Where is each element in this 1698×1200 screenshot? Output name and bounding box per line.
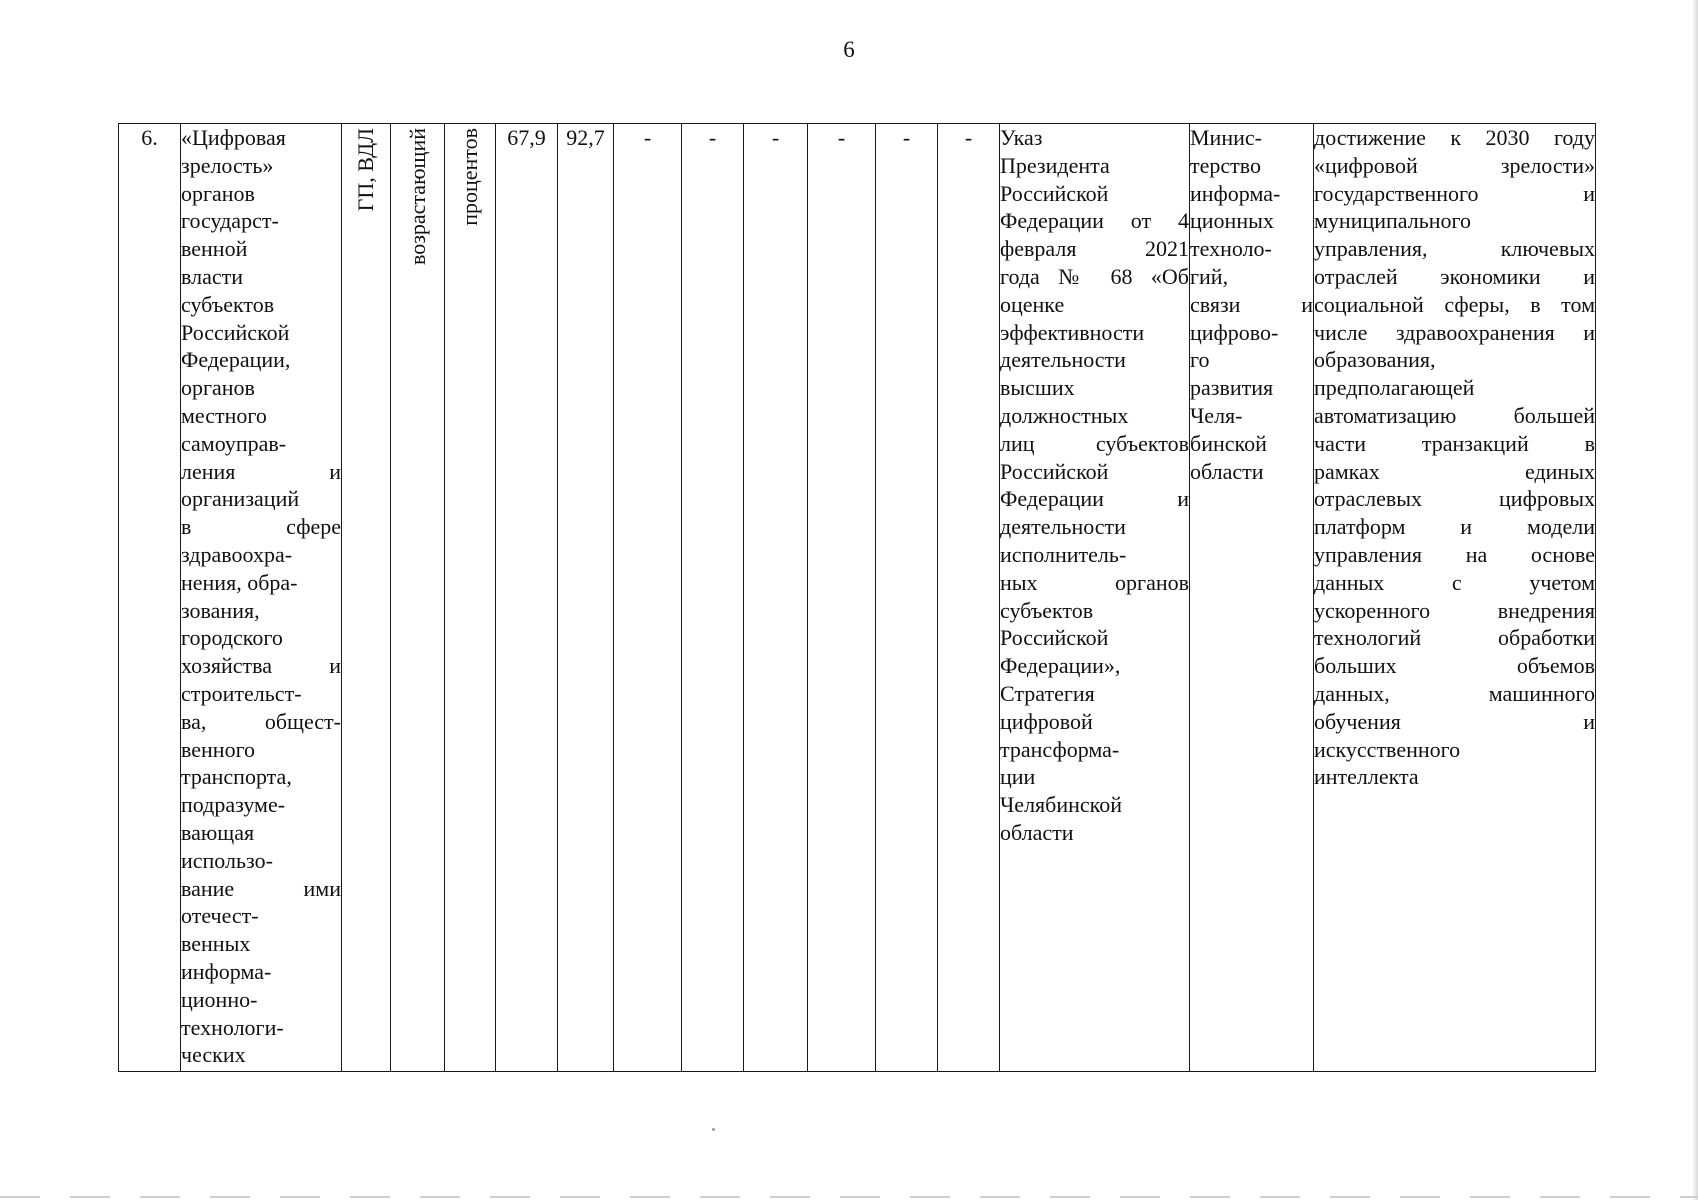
text-line: управления, ключевых — [1314, 236, 1595, 262]
text-line: исполнитель- — [1000, 541, 1127, 567]
text-line: транспорта, — [181, 764, 292, 790]
text-line: государст- — [181, 208, 279, 234]
text-line: Федерации, — [181, 347, 291, 373]
text-line: области — [1000, 819, 1074, 845]
text-line: Минис- — [1190, 125, 1262, 150]
text-line: развития — [1190, 375, 1274, 401]
text-line: цифрово- — [1190, 319, 1279, 345]
scan-edge — [1692, 0, 1698, 1200]
responsible-text — [1190, 124, 1313, 485]
text-line: венного — [181, 736, 256, 762]
base-value-cell — [496, 124, 558, 1072]
indicator-name-cell — [181, 124, 342, 1072]
text-line: ления и — [181, 458, 341, 484]
text-line: Российской — [1000, 458, 1109, 484]
text-line: Федерации от 4 — [1000, 208, 1189, 234]
base-value: 67,9 — [507, 125, 546, 150]
year-value-cell — [938, 124, 1000, 1072]
text-line: гий, — [1190, 263, 1229, 289]
text-line: информа- — [1190, 180, 1281, 206]
text-line: вающая — [181, 819, 255, 845]
text-line: подразуме- — [181, 792, 286, 818]
text-line: ва, общест- — [181, 708, 341, 734]
text-line: субъектов — [181, 291, 275, 317]
text-line: Российской — [1000, 625, 1109, 651]
text-line: использо- — [181, 847, 273, 873]
text-line: венной — [181, 236, 248, 262]
row-index: 6. — [141, 125, 158, 150]
text-line: Российской — [181, 319, 290, 345]
text-line: искусственного — [1314, 736, 1461, 762]
text-line: эффективности — [1000, 319, 1145, 345]
level-text: ГП, ВДЛ — [353, 128, 378, 212]
scan-artifact — [0, 1196, 1698, 1198]
text-line: местного — [181, 402, 267, 428]
text-line: зования, — [181, 597, 260, 623]
text-line: деятельности — [1000, 514, 1126, 540]
text-line: ционно- — [181, 986, 258, 1012]
text-line: автоматизацию большей — [1314, 402, 1595, 428]
year-value: - — [837, 125, 846, 150]
text-line: организаций — [181, 486, 300, 512]
document-text — [1000, 124, 1189, 847]
text-line: достижение к 2030 году — [1314, 125, 1595, 150]
direction-cell — [391, 124, 445, 1072]
page-number: 6 — [843, 37, 855, 62]
text-line: лиц субъектов — [1000, 430, 1189, 456]
target-value-cell — [558, 124, 614, 1072]
text-line: бинской — [1190, 430, 1267, 456]
row-index-cell — [119, 124, 181, 1072]
year-value-cell — [876, 124, 938, 1072]
text-line: данных с учетом — [1314, 569, 1595, 595]
direction-text: возрастающий — [404, 128, 430, 266]
year-value-cell — [682, 124, 744, 1072]
text-line: ционных — [1190, 208, 1274, 234]
text-line: Президента — [1000, 152, 1110, 178]
text-line: ции — [1000, 764, 1036, 790]
text-line: платформ и модели — [1314, 514, 1595, 540]
text-line: информа- — [181, 958, 272, 984]
text-line: Челя- — [1190, 402, 1243, 428]
text-line: должностных — [1000, 402, 1129, 428]
text-line: цифровой — [1000, 708, 1093, 734]
text-line: ческих — [181, 1042, 246, 1068]
text-line: образования, — [1314, 347, 1436, 373]
text-line: Стратегия — [1000, 680, 1095, 706]
responsible-cell — [1190, 124, 1314, 1072]
text-line: отечест- — [181, 903, 259, 929]
text-line: органов — [181, 375, 255, 401]
goal-text — [1314, 124, 1595, 791]
text-line: рамках единых — [1314, 458, 1595, 484]
text-line: высших — [1000, 375, 1075, 401]
text-line: Указ — [1000, 125, 1043, 150]
text-line: самоуправ- — [181, 430, 287, 456]
text-line: вание ими — [181, 875, 341, 901]
text-line: муниципального — [1314, 208, 1472, 234]
text-line: «Цифровая — [181, 125, 286, 150]
text-line: технологий обработки — [1314, 625, 1595, 651]
text-line: терство — [1190, 152, 1261, 178]
year-value-cell — [744, 124, 808, 1072]
year-value: - — [771, 125, 780, 150]
year-value-cell — [808, 124, 876, 1072]
text-line: го — [1190, 347, 1210, 373]
text-line: трансформа- — [1000, 736, 1120, 762]
text-line: связи и — [1190, 291, 1313, 317]
document-cell — [1000, 124, 1190, 1072]
target-value: 92,7 — [566, 125, 605, 150]
text-line: ных органов — [1000, 569, 1189, 595]
text-line: ускоренного внедрения — [1314, 597, 1595, 623]
text-line: предполагающей — [1314, 375, 1475, 401]
text-line: года № 68 «Об — [1000, 263, 1189, 289]
text-line: области — [1190, 458, 1264, 484]
unit-text: процентов — [457, 128, 482, 226]
text-line: оценке — [1000, 291, 1065, 317]
text-line: нения, обра- — [181, 569, 298, 595]
text-line: власти — [181, 263, 243, 289]
text-line: Челябинской — [1000, 792, 1123, 818]
year-value: - — [708, 125, 717, 150]
text-line: городского — [181, 625, 283, 651]
text-line: Российской — [1000, 180, 1109, 206]
indicator-name — [181, 124, 341, 1069]
text-line: деятельности — [1000, 347, 1126, 373]
unit-cell — [445, 124, 496, 1072]
text-line: «цифровой зрелости» — [1314, 152, 1595, 178]
text-line: Федерации», — [1000, 653, 1121, 679]
year-value-cell — [614, 124, 682, 1072]
text-line: технологи- — [181, 1014, 284, 1040]
text-line: отраслевых цифровых — [1314, 486, 1595, 512]
text-line: обучения и — [1314, 708, 1595, 734]
text-line: органов — [181, 180, 255, 206]
text-line: данных, машинного — [1314, 680, 1595, 706]
text-line: больших объемов — [1314, 653, 1595, 679]
text-line: хозяйства и — [181, 653, 341, 679]
year-value: - — [643, 125, 652, 150]
text-line: социальной сферы, в том — [1314, 291, 1595, 317]
text-line: отраслей экономики и — [1314, 263, 1595, 289]
text-line: в сфере — [181, 514, 341, 540]
text-line: интеллекта — [1314, 764, 1419, 790]
goal-cell — [1314, 124, 1596, 1072]
year-value: - — [964, 125, 973, 150]
text-line: Федерации и — [1000, 486, 1189, 512]
scan-speck — [712, 1128, 715, 1131]
text-line: здравоохра- — [181, 541, 293, 567]
text-line: субъектов — [1000, 597, 1094, 623]
text-line: числе здравоохранения и — [1314, 319, 1595, 345]
level-cell — [342, 124, 391, 1072]
text-line: техноло- — [1190, 236, 1272, 262]
text-line: управления на основе — [1314, 541, 1595, 567]
text-line: зрелость» — [181, 152, 274, 178]
text-line: государственного и — [1314, 180, 1595, 206]
table-row — [119, 124, 1596, 1072]
text-line: строительст- — [181, 680, 302, 706]
text-line: части транзакций в — [1314, 430, 1595, 456]
text-line: февраля 2021 — [1000, 236, 1189, 262]
text-line: венных — [181, 931, 251, 957]
indicators-table — [118, 123, 1596, 1072]
year-value: - — [902, 125, 911, 150]
